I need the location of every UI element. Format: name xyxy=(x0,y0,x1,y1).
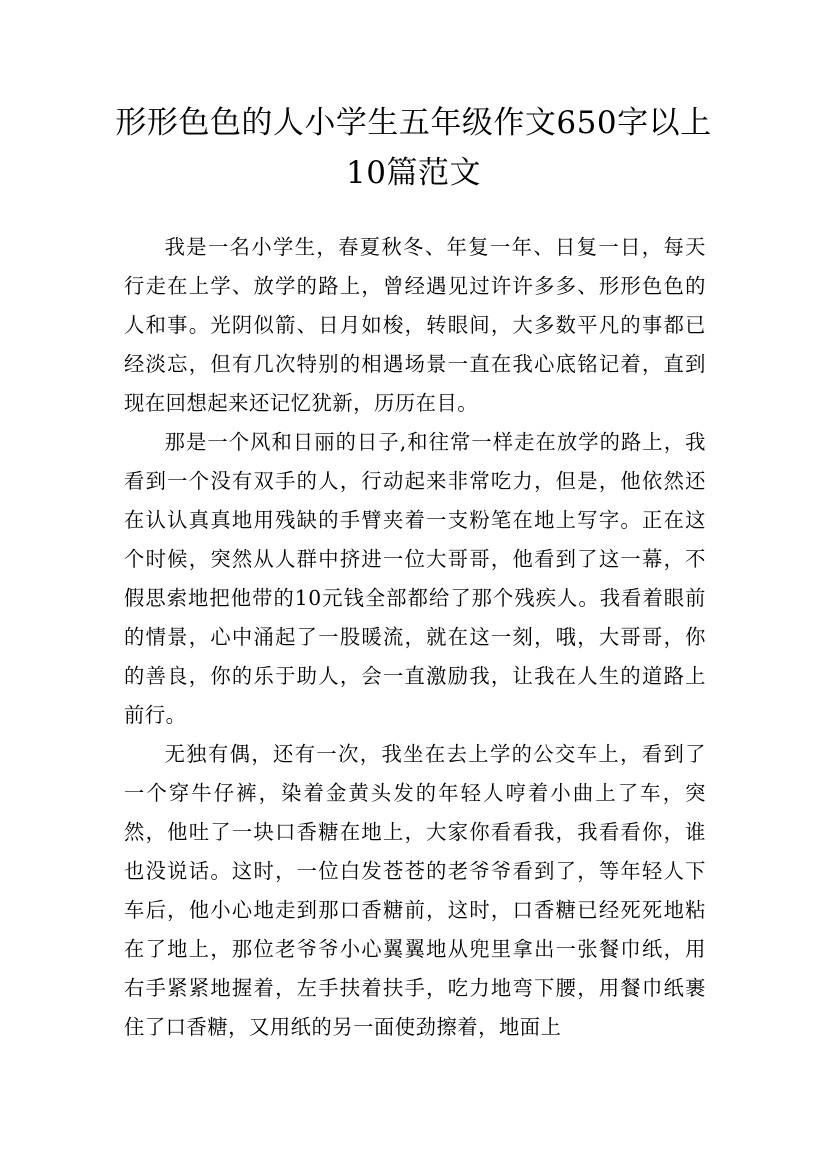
paragraph-2: 那是一个风和日丽的日子,和往常一样走在放学的路上，我看到一个没有双手的人，行动起来非常吃力，但是，他依然还在认认真真地用残缺的手臂夹着一支粉笔在地上写字。正在这个时候，突然从人群中挤进一位大哥哥，他看到了这一幕，不假思索地把他带的10元钱全部都给了那个残疾人。我看着眼前的情景，心中涌起了一股暖流，就在这一刻，哦，大哥哥，你的善良，你的乐于助人，会一直激励我，让我在人生的道路上前行。 xyxy=(124,430,706,727)
paragraph-1: 我是一名小学生，春夏秋冬、年复一年、日复一日，每天行走在上学、放学的路上，曾经遇见过许许多多、形形色色的人和事。光阴似箭、日月如梭，转眼间，大多数平凡的事都已经淡忘，但有几次特别的相遇场景一直在我心底铭记着，直到现在回想起来还记忆犹新，历历在目。 xyxy=(124,235,706,415)
paragraph-3: 无独有偶，还有一次，我坐在去上学的公交车上，看到了一个穿牛仔裤，染着金黄头发的年轻人哼着小曲上了车，突然，他吐了一块口香糖在地上，大家你看看我，我看看你，谁也没说话。这时，一位白发苍苍的老爷爷看到了，等年轻人下车后，他小心地走到那口香糖前，这时，口香糖已经死死地粘在了地上，那位老爷爷小心翼翼地从兜里拿出一张餐巾纸，用右手紧紧地握着，左手扶着扶手，吃力地弯下腰，用餐巾纸裹住了口香糖，又用纸的另一面使劲擦着，地面上 xyxy=(124,742,706,1039)
document-body xyxy=(124,228,706,1047)
document-title: 形形色色的人小学生五年级作文650字以上10篇范文 xyxy=(115,105,712,191)
